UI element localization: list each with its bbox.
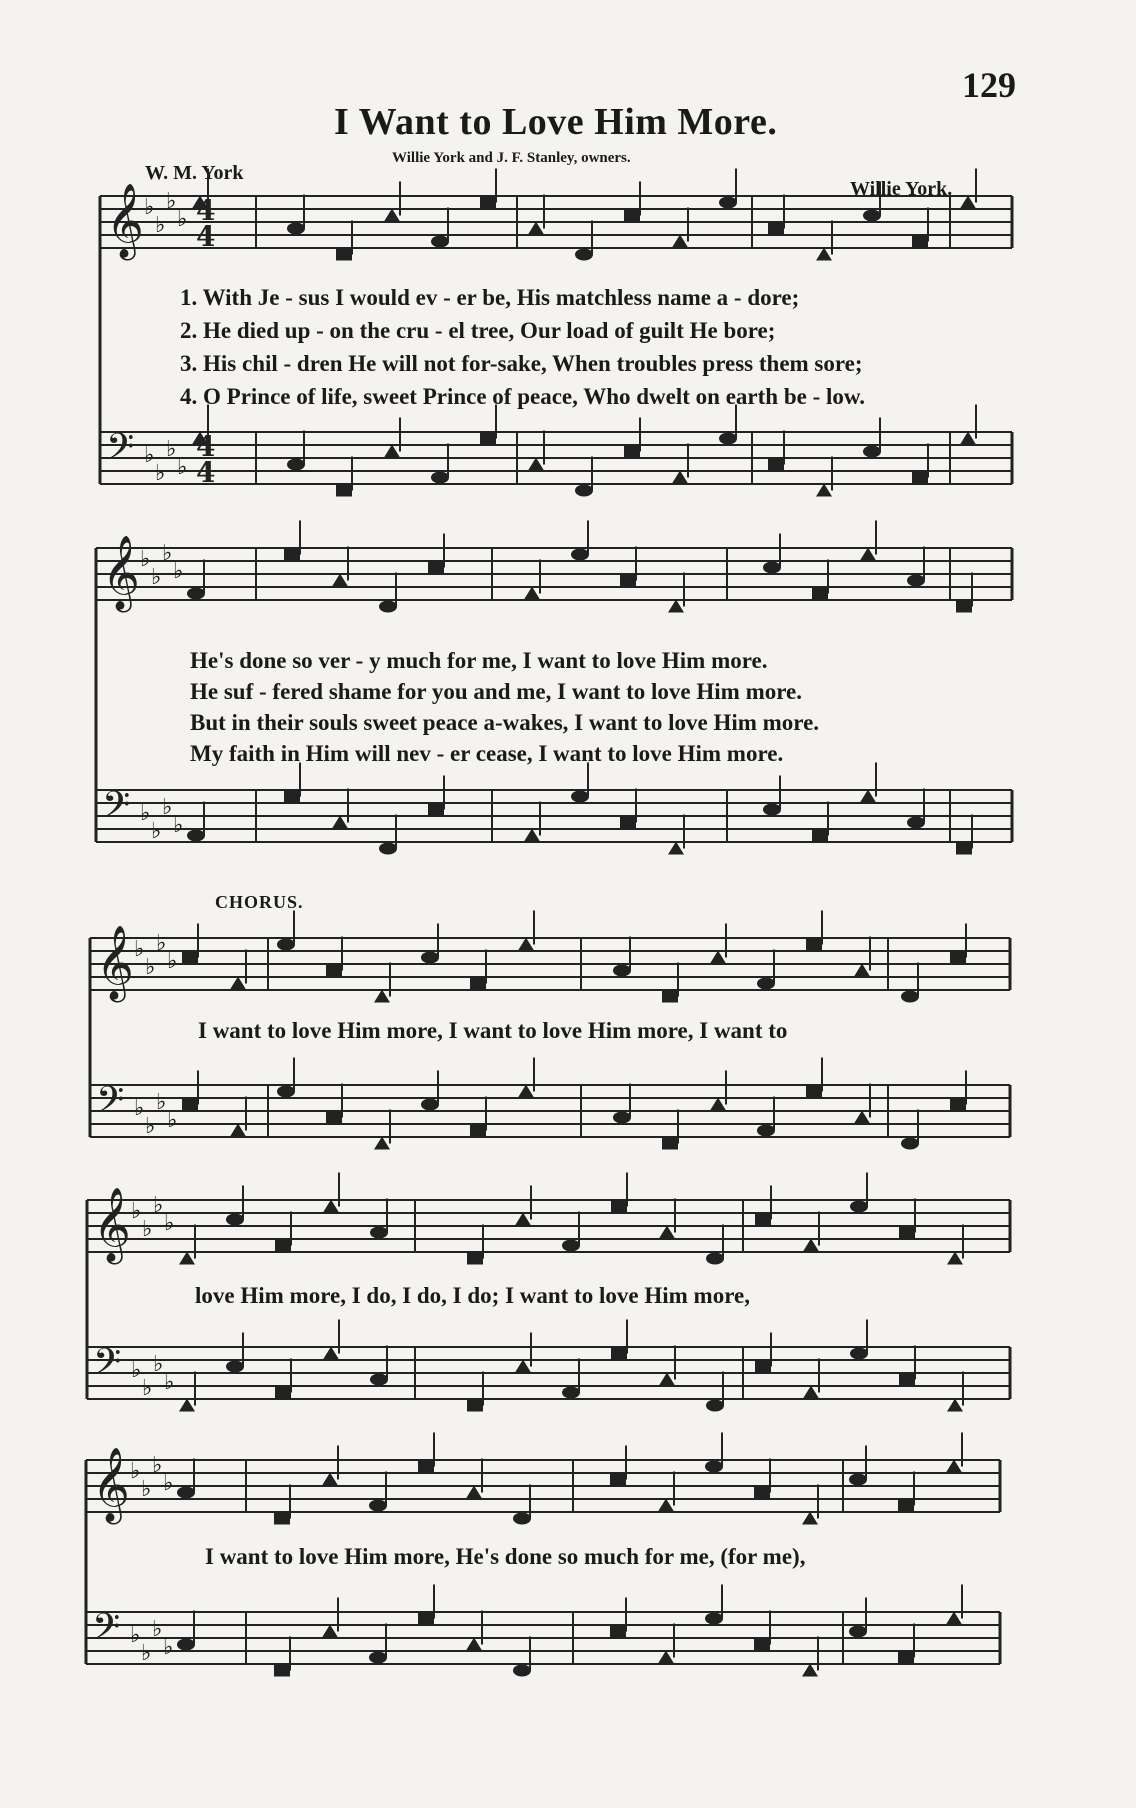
flat-sign: ♭	[141, 1477, 152, 1502]
note-head	[659, 1373, 675, 1386]
note-head	[610, 1474, 626, 1486]
note-head	[907, 817, 925, 829]
note-head	[287, 459, 305, 471]
note-head	[863, 446, 881, 458]
note-head	[326, 1112, 342, 1124]
verse-3-line-2: But in their souls sweet peace a-wakes, I want to love Him more.	[190, 710, 820, 735]
flat-sign: ♭	[156, 931, 167, 956]
note-head	[470, 1125, 486, 1137]
bass-clef-icon: 𝄢	[106, 426, 135, 477]
note-head	[812, 588, 828, 600]
note-head	[470, 978, 486, 990]
chorus-line-2: love Him more, I do, I do, I do; I want to love Him more,	[195, 1283, 750, 1308]
note-head	[757, 1125, 775, 1137]
note-head	[187, 588, 205, 600]
flat-sign: ♭	[140, 801, 151, 826]
note-head	[907, 575, 925, 587]
verse-3-line-1: 3. His chil - dren He will not for-sake, When troubles press them sore;	[180, 351, 863, 376]
note-head	[802, 1512, 818, 1525]
note-head	[812, 830, 828, 842]
note-head	[562, 1387, 580, 1399]
note-head	[706, 1400, 724, 1412]
note-head	[275, 1240, 291, 1252]
note-head	[284, 549, 300, 561]
note-head	[277, 939, 295, 951]
note-head	[575, 249, 593, 261]
chorus-line-3: I want to love Him more, He's done so much for me, (for me),	[205, 1544, 806, 1569]
note-head	[374, 1137, 390, 1150]
note-head	[672, 471, 688, 484]
note-head	[284, 791, 300, 803]
flat-sign: ♭	[131, 1199, 142, 1224]
note-head	[803, 1386, 819, 1399]
note-head	[528, 458, 544, 471]
time-signature: 4	[196, 456, 216, 489]
note-head	[467, 1400, 483, 1412]
note-head	[515, 1360, 531, 1373]
note-head	[719, 197, 737, 209]
note-head	[369, 1500, 387, 1512]
note-head	[610, 1626, 626, 1638]
note-head	[768, 459, 784, 471]
note-head	[418, 1613, 434, 1625]
verse-1-line-2: He's done so ver - y much for me, I want to love Him more.	[190, 648, 768, 673]
note-head	[226, 1214, 244, 1226]
note-head	[658, 1499, 674, 1512]
note-head	[518, 938, 534, 951]
note-head	[326, 965, 342, 977]
note-head	[659, 1226, 675, 1239]
note-head	[754, 1639, 770, 1651]
note-head	[710, 951, 726, 964]
note-head	[705, 1461, 723, 1473]
note-head	[182, 1099, 198, 1111]
note-head	[624, 210, 640, 222]
note-head	[421, 1099, 439, 1111]
note-head	[668, 842, 684, 855]
note-head	[177, 1487, 195, 1499]
note-head	[662, 991, 678, 1003]
flat-sign: ♭	[164, 1370, 175, 1395]
note-head	[816, 248, 832, 261]
note-head	[480, 433, 496, 445]
note-head	[912, 236, 928, 248]
note-head	[179, 1399, 195, 1412]
note-head	[620, 575, 636, 587]
note-head	[899, 1374, 915, 1386]
flat-sign: ♭	[151, 565, 162, 590]
flat-sign: ♭	[152, 1453, 163, 1478]
note-head	[374, 990, 390, 1003]
note-head	[849, 1474, 867, 1486]
note-head	[379, 601, 397, 613]
note-head	[755, 1361, 771, 1373]
note-head	[950, 1099, 966, 1111]
time-signature: 4	[196, 194, 216, 227]
flat-sign: ♭	[167, 949, 178, 974]
note-head	[571, 791, 589, 803]
flat-sign: ♭	[153, 1193, 164, 1218]
verse-1-line-1: 1. With Je - sus I would ev - er be, His matchless name a - dore;	[180, 285, 800, 310]
note-head	[757, 978, 775, 990]
note-head	[803, 1239, 819, 1252]
flat-sign: ♭	[130, 1459, 141, 1484]
note-head	[230, 1124, 246, 1137]
note-head	[177, 1639, 195, 1651]
note-head	[187, 830, 205, 842]
verse-4-line-2: My faith in Him will nev - er cease, I want to love Him more.	[190, 741, 784, 766]
note-head	[898, 1652, 914, 1664]
flat-sign: ♭	[145, 955, 156, 980]
note-head	[323, 1347, 339, 1360]
treble-clef-icon: 𝄞	[102, 536, 140, 610]
note-head	[860, 548, 876, 561]
flat-sign: ♭	[151, 819, 162, 844]
note-head	[611, 1201, 627, 1213]
note-head	[710, 1098, 726, 1111]
note-head	[336, 249, 352, 261]
note-head	[662, 1138, 678, 1150]
flat-sign: ♭	[173, 813, 184, 838]
flat-sign: ♭	[140, 547, 151, 572]
flat-sign: ♭	[163, 1471, 174, 1496]
note-head	[854, 964, 870, 977]
note-head	[899, 1227, 915, 1239]
treble-clef-icon: 𝄞	[93, 1188, 131, 1262]
flat-sign: ♭	[166, 437, 177, 462]
flat-sign: ♭	[144, 443, 155, 468]
flat-sign: ♭	[162, 795, 173, 820]
flat-sign: ♭	[155, 213, 166, 238]
note-head	[956, 601, 972, 613]
note-head	[431, 472, 449, 484]
note-head	[428, 804, 444, 816]
note-head	[332, 816, 348, 829]
note-head	[370, 1374, 388, 1386]
note-head	[613, 1112, 631, 1124]
chorus-label: CHORUS.	[215, 892, 304, 912]
note-head	[624, 446, 640, 458]
note-head	[515, 1213, 531, 1226]
note-head	[230, 977, 246, 990]
composer: Willie York.	[850, 178, 953, 200]
flat-sign: ♭	[142, 1217, 153, 1242]
note-head	[480, 197, 496, 209]
note-head	[524, 829, 540, 842]
note-head	[863, 210, 881, 222]
note-head	[950, 952, 966, 964]
flat-sign: ♭	[144, 195, 155, 220]
flat-sign: ♭	[164, 1211, 175, 1236]
note-head	[719, 433, 737, 445]
note-head	[898, 1500, 914, 1512]
note-head	[658, 1651, 674, 1664]
note-head	[275, 1387, 291, 1399]
note-head	[384, 445, 400, 458]
flat-sign: ♭	[155, 461, 166, 486]
note-head	[277, 1086, 295, 1098]
note-head	[518, 1085, 534, 1098]
note-head	[226, 1361, 244, 1373]
note-head	[960, 196, 976, 209]
note-head	[850, 1201, 868, 1213]
flat-sign: ♭	[173, 559, 184, 584]
flat-sign: ♭	[152, 1617, 163, 1642]
note-head	[287, 223, 305, 235]
flat-sign: ♭	[131, 1358, 142, 1383]
note-head	[513, 1665, 531, 1677]
note-head	[816, 484, 832, 497]
flat-sign: ♭	[163, 1635, 174, 1660]
note-head	[901, 1138, 919, 1150]
lyricist: W. M. York	[145, 162, 244, 184]
note-head	[850, 1348, 868, 1360]
note-head	[946, 1460, 962, 1473]
note-head	[562, 1240, 580, 1252]
bass-clef-icon: 𝄢	[102, 784, 131, 835]
note-head	[369, 1652, 387, 1664]
note-head	[947, 1399, 963, 1412]
note-head	[706, 1253, 724, 1265]
note-head	[332, 574, 348, 587]
note-head	[179, 1252, 195, 1265]
note-head	[336, 485, 352, 497]
note-head	[860, 790, 876, 803]
treble-clef-icon: 𝄞	[106, 184, 144, 258]
note-head	[182, 952, 198, 964]
note-head	[421, 952, 439, 964]
note-head	[802, 1664, 818, 1677]
treble-clef-icon: 𝄞	[92, 1448, 130, 1522]
note-head	[849, 1626, 867, 1638]
chorus-line-1: I want to love Him more, I want to love Him more, I want to	[198, 1018, 788, 1043]
note-head	[524, 587, 540, 600]
note-head	[428, 562, 444, 574]
flat-sign: ♭	[162, 541, 173, 566]
verse-4-line-1: 4. O Prince of life, sweet Prince of peace, Who dwelt on earth be - low.	[180, 384, 865, 409]
note-head	[418, 1461, 434, 1473]
bass-clef-icon: 𝄢	[93, 1341, 122, 1392]
time-signature: 4	[196, 220, 216, 253]
flat-sign: ♭	[156, 1090, 167, 1115]
flat-sign: ♭	[177, 207, 188, 232]
treble-clef-icon: 𝄞	[96, 926, 134, 1000]
flat-sign: ♭	[141, 1641, 152, 1666]
page-number: 129	[962, 65, 1016, 105]
note-head	[672, 235, 688, 248]
note-head	[466, 1638, 482, 1651]
note-head	[755, 1214, 771, 1226]
note-head	[274, 1513, 290, 1525]
flat-sign: ♭	[166, 189, 177, 214]
note-head	[528, 222, 544, 235]
note-head	[946, 1612, 962, 1625]
note-head	[912, 472, 928, 484]
verse-2-line-2: He suf - fered shame for you and me, I want to love Him more.	[190, 679, 802, 704]
note-head	[754, 1487, 770, 1499]
verse-2-line-1: 2. He died up - on the cru - el tree, Our load of guilt He bore;	[180, 318, 776, 343]
note-head	[274, 1665, 290, 1677]
note-head	[322, 1625, 338, 1638]
note-head	[370, 1227, 388, 1239]
flat-sign: ♭	[142, 1376, 153, 1401]
flat-sign: ♭	[145, 1114, 156, 1139]
note-head	[763, 804, 781, 816]
note-head	[620, 817, 636, 829]
note-head	[763, 562, 781, 574]
note-head	[806, 939, 822, 951]
note-head	[611, 1348, 627, 1360]
note-head	[947, 1252, 963, 1265]
note-head	[901, 991, 919, 1003]
flat-sign: ♭	[134, 937, 145, 962]
note-head	[960, 432, 976, 445]
flat-sign: ♭	[134, 1096, 145, 1121]
note-head	[956, 843, 972, 855]
note-head	[613, 965, 631, 977]
note-head	[854, 1111, 870, 1124]
note-head	[384, 209, 400, 222]
note-head	[705, 1613, 723, 1625]
flat-sign: ♭	[167, 1108, 178, 1133]
note-head	[513, 1513, 531, 1525]
time-signature: 4	[196, 430, 216, 463]
bass-clef-icon: 𝄢	[92, 1606, 121, 1657]
note-head	[575, 485, 593, 497]
flat-sign: ♭	[177, 455, 188, 480]
flat-sign: ♭	[130, 1623, 141, 1648]
flat-sign: ♭	[153, 1352, 164, 1377]
note-head	[431, 236, 449, 248]
copyright-owners: Willie York and J. F. Stanley, owners.	[392, 150, 631, 166]
note-head	[467, 1253, 483, 1265]
note-head	[571, 549, 589, 561]
note-head	[322, 1473, 338, 1486]
note-head	[323, 1200, 339, 1213]
note-head	[466, 1486, 482, 1499]
hymn-title: I Want to Love Him More.	[334, 101, 778, 143]
bass-clef-icon: 𝄢	[96, 1079, 125, 1130]
note-head	[768, 223, 784, 235]
note-head	[379, 843, 397, 855]
note-head	[668, 600, 684, 613]
note-head	[806, 1086, 822, 1098]
